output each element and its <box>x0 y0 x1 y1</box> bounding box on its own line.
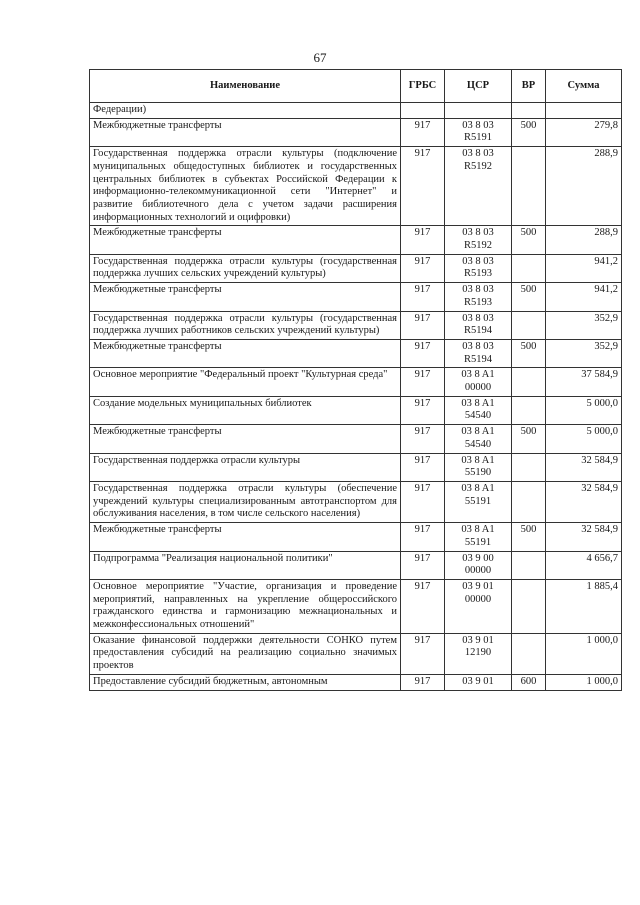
row-vr <box>512 551 546 579</box>
row-csr-part2: 12190 <box>464 647 492 659</box>
row-csr <box>445 425 512 453</box>
row-csr-part1: 03 8 03 <box>462 340 494 352</box>
row-vr: 500 <box>512 226 546 254</box>
row-grbs: 917 <box>401 425 445 453</box>
table-row <box>90 523 622 551</box>
row-grbs: 917 <box>401 396 445 424</box>
header-name: Наименование <box>90 70 401 103</box>
row-name: Основное мероприятие "Федеральный проект "Культурная среда" <box>90 368 401 396</box>
row-csr <box>445 481 512 522</box>
row-sum: 941,2 <box>546 254 622 282</box>
row-name: Межбюджетные трансферты <box>90 425 401 453</box>
row-csr-part1: 03 8 03 <box>462 284 494 296</box>
row-csr <box>445 633 512 674</box>
row-csr-part1: 03 8 A1 <box>461 482 495 494</box>
row-sum: 288,9 <box>546 226 622 254</box>
row-name: Федерации) <box>90 103 401 119</box>
row-name: Государственная поддержка отрасли культуры (обеспечение учреждений культуры специализированным автотранспортом для обслуживания населения, в том числе сельского населения) <box>90 481 401 522</box>
row-vr <box>512 396 546 424</box>
row-csr-part2: 55191 <box>464 495 492 507</box>
row-vr <box>512 579 546 633</box>
row-csr-part2: R5191 <box>463 132 492 144</box>
table-header-row <box>90 70 622 103</box>
row-vr: 500 <box>512 339 546 367</box>
table-row <box>90 254 622 282</box>
row-grbs: 917 <box>401 118 445 146</box>
row-csr-part1: 03 8 A1 <box>461 426 495 438</box>
row-grbs: 917 <box>401 523 445 551</box>
row-sum: 941,2 <box>546 283 622 311</box>
header-sum: Сумма <box>546 70 622 103</box>
page-number: 67 <box>313 50 327 65</box>
row-csr-part1: 03 9 01 <box>462 675 494 687</box>
row-grbs: 917 <box>401 283 445 311</box>
row-csr-part1: 03 9 01 <box>462 634 494 646</box>
row-grbs: 917 <box>401 633 445 674</box>
row-csr-part2: R5192 <box>463 240 492 252</box>
row-csr-part2: R5194 <box>463 353 492 365</box>
row-vr <box>512 453 546 481</box>
row-vr <box>512 481 546 522</box>
table-row <box>90 283 622 311</box>
row-csr-part2: R5193 <box>463 296 492 308</box>
row-vr <box>512 147 546 226</box>
row-vr <box>512 633 546 674</box>
row-csr <box>445 674 512 690</box>
table-row <box>90 311 622 339</box>
table-row <box>90 368 622 396</box>
row-csr-part2: 54540 <box>464 438 492 450</box>
row-name: Межбюджетные трансферты <box>90 339 401 367</box>
row-csr <box>445 453 512 481</box>
row-csr <box>445 339 512 367</box>
table-row <box>90 339 622 367</box>
row-vr <box>512 311 546 339</box>
table-row <box>90 481 622 522</box>
row-csr-part1: 03 8 A1 <box>461 369 495 381</box>
row-csr <box>445 226 512 254</box>
row-name: Основное мероприятие "Участие, организация и проведение мероприятий, направленных на укрепление общероссийского гражданского единства и гармонизацию межнациональных и межконфессиональных отношений" <box>90 579 401 633</box>
table-row <box>90 579 622 633</box>
table-row <box>90 147 622 226</box>
row-vr: 500 <box>512 523 546 551</box>
table-row <box>90 226 622 254</box>
row-csr-part1: 03 8 A1 <box>461 397 495 409</box>
row-sum: 1 885,4 <box>546 579 622 633</box>
row-csr-part2: R5192 <box>463 160 492 172</box>
row-vr <box>512 368 546 396</box>
row-name: Межбюджетные трансферты <box>90 226 401 254</box>
row-csr <box>445 579 512 633</box>
row-vr <box>512 254 546 282</box>
budget-table <box>89 69 622 691</box>
row-sum: 352,9 <box>546 311 622 339</box>
row-csr-part2: 54540 <box>464 410 492 422</box>
row-vr: 500 <box>512 118 546 146</box>
row-name: Подпрограмма "Реализация национальной политики" <box>90 551 401 579</box>
row-csr <box>445 311 512 339</box>
row-sum: 32 584,9 <box>546 481 622 522</box>
row-vr: 600 <box>512 674 546 690</box>
row-sum: 1 000,0 <box>546 633 622 674</box>
header-grbs: ГРБС <box>401 70 445 103</box>
row-sum: 288,9 <box>546 147 622 226</box>
row-csr <box>445 254 512 282</box>
row-csr-part1: 03 8 03 <box>462 148 494 160</box>
row-csr <box>445 283 512 311</box>
row-csr-part1: 03 9 01 <box>462 580 494 592</box>
table-row <box>90 453 622 481</box>
table-row <box>90 103 622 119</box>
row-csr-part2: R5194 <box>463 325 492 337</box>
row-sum <box>546 103 622 119</box>
row-sum: 5 000,0 <box>546 396 622 424</box>
row-csr-part1: 03 8 A1 <box>461 524 495 536</box>
row-csr-part2: 55190 <box>464 467 492 479</box>
header-csr: ЦСР <box>445 70 512 103</box>
row-csr-part1: 03 8 A1 <box>461 454 495 466</box>
row-csr-part2: R5193 <box>463 268 492 280</box>
row-csr-part2: 55191 <box>464 536 492 548</box>
row-csr-part2: 00000 <box>464 565 492 577</box>
row-csr-part1: 03 8 03 <box>462 255 494 267</box>
row-csr <box>445 396 512 424</box>
table-row <box>90 118 622 146</box>
row-sum: 32 584,9 <box>546 523 622 551</box>
row-sum: 4 656,7 <box>546 551 622 579</box>
row-sum: 279,8 <box>546 118 622 146</box>
table-row <box>90 425 622 453</box>
row-csr <box>445 368 512 396</box>
row-sum: 37 584,9 <box>546 368 622 396</box>
row-name: Межбюджетные трансферты <box>90 523 401 551</box>
row-grbs: 917 <box>401 453 445 481</box>
row-grbs: 917 <box>401 339 445 367</box>
row-vr <box>512 103 546 119</box>
row-csr-part2: 00000 <box>464 593 492 605</box>
row-grbs: 917 <box>401 579 445 633</box>
row-name: Государственная поддержка отрасли культуры (государственная поддержка лучших сельских учреждений культуры) <box>90 254 401 282</box>
table-row <box>90 633 622 674</box>
row-vr: 500 <box>512 283 546 311</box>
row-grbs: 917 <box>401 147 445 226</box>
row-name: Государственная поддержка отрасли культуры (подключение муниципальных общедоступных библиотек и государственных центральных библиотек в субъектах Российской Федерации к информационно-телекоммуникационной сети "Интернет" и развитие библиотечного дела с учетом задачи расширения информационных технологий и оцифровки) <box>90 147 401 226</box>
row-name: Межбюджетные трансферты <box>90 118 401 146</box>
row-sum: 1 000,0 <box>546 674 622 690</box>
row-grbs: 917 <box>401 311 445 339</box>
header-vr: ВР <box>512 70 546 103</box>
row-csr-part2: 00000 <box>464 382 492 394</box>
row-csr <box>445 551 512 579</box>
row-grbs: 917 <box>401 674 445 690</box>
row-name: Государственная поддержка отрасли культуры (государственная поддержка лучших работников сельских учреждений культуры) <box>90 311 401 339</box>
row-name: Государственная поддержка отрасли культуры <box>90 453 401 481</box>
row-csr <box>445 103 512 119</box>
row-csr-part1: 03 9 00 <box>462 552 494 564</box>
row-grbs: 917 <box>401 254 445 282</box>
row-vr: 500 <box>512 425 546 453</box>
row-sum: 32 584,9 <box>546 453 622 481</box>
row-grbs <box>401 103 445 119</box>
row-sum: 352,9 <box>546 339 622 367</box>
row-csr-part1: 03 8 03 <box>462 312 494 324</box>
row-csr-part1: 03 8 03 <box>462 227 494 239</box>
row-name: Межбюджетные трансферты <box>90 283 401 311</box>
table-row <box>90 396 622 424</box>
table-row <box>90 674 622 690</box>
row-csr <box>445 147 512 226</box>
table-row <box>90 551 622 579</box>
row-grbs: 917 <box>401 551 445 579</box>
row-csr-part1: 03 8 03 <box>462 119 494 131</box>
row-csr <box>445 118 512 146</box>
row-csr <box>445 523 512 551</box>
row-name: Оказание финансовой поддержки деятельности СОНКО путем предоставления субсидий на реализацию социально значимых проектов <box>90 633 401 674</box>
row-name: Предоставление субсидий бюджетным, автономным <box>90 674 401 690</box>
row-grbs: 917 <box>401 226 445 254</box>
row-grbs: 917 <box>401 481 445 522</box>
row-grbs: 917 <box>401 368 445 396</box>
row-sum: 5 000,0 <box>546 425 622 453</box>
row-name: Создание модельных муниципальных библиотек <box>90 396 401 424</box>
